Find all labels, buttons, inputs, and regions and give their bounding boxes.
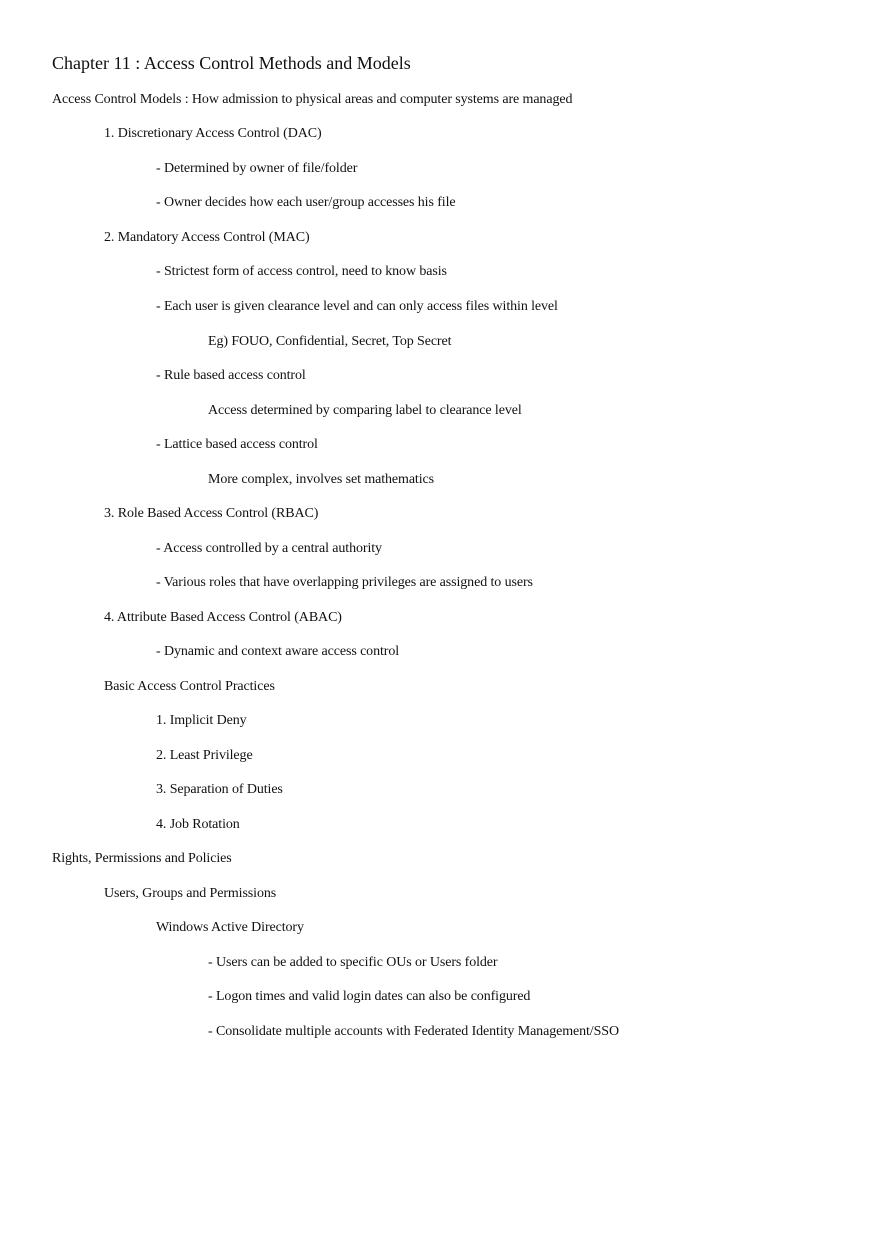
section-heading-rights: Rights, Permissions and Policies <box>52 851 232 866</box>
list-item: 2. Least Privilege <box>156 748 253 763</box>
section-heading-practices: Basic Access Control Practices <box>104 679 275 694</box>
list-item-dac: 1. Discretionary Access Control (DAC) <box>104 126 322 141</box>
list-item-abac: 4. Attribute Based Access Control (ABAC) <box>104 610 342 625</box>
list-item: - Various roles that have overlapping privileges are assigned to users <box>156 575 533 590</box>
list-item: - Strictest form of access control, need to know basis <box>156 264 447 279</box>
list-item: - Dynamic and context aware access control <box>156 644 400 659</box>
list-item: 1. Implicit Deny <box>156 713 247 728</box>
list-item: Access determined by comparing label to clearance level <box>208 403 522 418</box>
list-item: 3. Separation of Duties <box>156 782 283 797</box>
list-item: - Owner decides how each user/group accesses his file <box>156 195 456 210</box>
list-item: - Rule based access control <box>156 368 306 383</box>
page-title: Chapter 11 : Access Control Methods and Models <box>52 53 411 73</box>
section-intro: Access Control Models : How admission to physical areas and computer systems are managed <box>52 92 573 107</box>
list-item: - Consolidate multiple accounts with Federated Identity Management/SSO <box>208 1024 619 1039</box>
subsection-heading: Users, Groups and Permissions <box>104 886 277 901</box>
list-item: 4. Job Rotation <box>156 817 240 832</box>
list-item: Eg) FOUO, Confidential, Secret, Top Secret <box>208 334 452 349</box>
list-item: - Determined by owner of file/folder <box>156 161 358 176</box>
list-item-mac: 2. Mandatory Access Control (MAC) <box>104 230 310 245</box>
list-item: - Logon times and valid login dates can also be configured <box>208 989 531 1004</box>
list-item: More complex, involves set mathematics <box>208 472 434 487</box>
subsection-heading: Windows Active Directory <box>156 920 304 935</box>
list-item: - Users can be added to specific OUs or Users folder <box>208 955 498 970</box>
list-item: - Access controlled by a central authority <box>156 541 382 556</box>
list-item: - Each user is given clearance level and can only access files within level <box>156 299 558 314</box>
list-item: - Lattice based access control <box>156 437 318 452</box>
list-item-rbac: 3. Role Based Access Control (RBAC) <box>104 506 319 521</box>
